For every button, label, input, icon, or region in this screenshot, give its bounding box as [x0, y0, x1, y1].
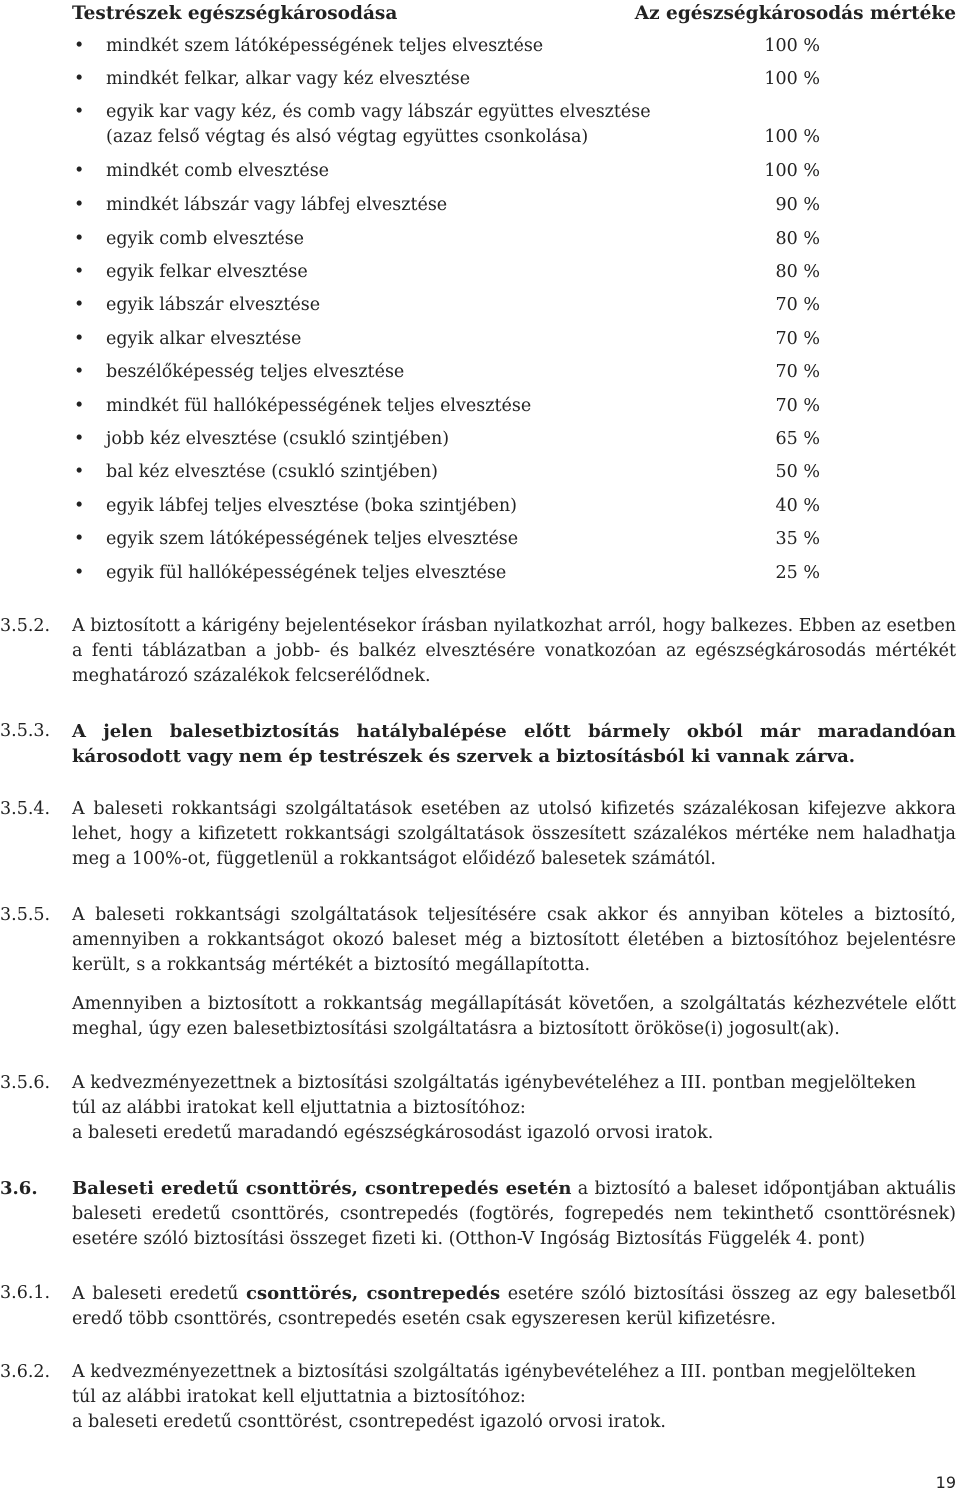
row-label: egyik kar vagy kéz, és comb vagy lábszár együttes elvesztése [106, 102, 651, 122]
section-number: 3.6.1. [0, 1283, 51, 1303]
page-number: 19 [935, 1473, 956, 1492]
bullet-icon: • [74, 195, 85, 215]
section-text: Amennyiben a biztosított a rokkantság megállapítását követően, a szolgáltatás kézhezvétele előtt meghal, úgy ezen balesetbiztosítási szolgáltatásra a biztosított örököse(i) jogosult(ak). [72, 994, 956, 1039]
section-line: túl az alábbi iratokat kell eljuttatnia a biztosítóhoz: [72, 1098, 526, 1118]
section-text-bold: A jelen balesetbiztosítás hatálybalépése előtt bármely okból már maradandóan károsodott vagy nem ép testrészek és szervek a biztosításból ki vannak zárva. [72, 721, 956, 767]
row-label: egyik lábszár elvesztése [106, 295, 321, 315]
row-label: mindkét fül hallóképességének teljes elvesztése [106, 396, 532, 416]
bullet-icon: • [74, 329, 85, 349]
section-line: A kedvezményezettnek a biztosítási szolgáltatás igénybevételéhez a III. pontban megjelölteken [72, 1073, 917, 1093]
bullet-icon: • [74, 229, 85, 249]
row-label: egyik lábfej teljes elvesztése (boka szintjében) [106, 496, 517, 516]
row-percentage: 80 % [775, 262, 820, 282]
bullet-icon: • [74, 563, 85, 583]
section-bold-term: csonttörés, csontrepedés [245, 1283, 501, 1304]
section-number: 3.5.6. [0, 1073, 51, 1093]
table-header-right: Az egészségkárosodás mértéke [634, 3, 956, 24]
row-label: egyik alkar elvesztése [106, 329, 302, 349]
row-label: mindkét comb elvesztése [106, 161, 330, 181]
bullet-icon: • [74, 69, 85, 89]
section-number: 3.5.3. [0, 721, 51, 741]
row-percentage: 100 % [764, 69, 820, 89]
bullet-icon: • [74, 529, 85, 549]
bullet-icon: • [74, 462, 85, 482]
row-percentage: 100 % [764, 127, 820, 147]
section-number: 3.5.4. [0, 799, 51, 819]
section-text: A baleseti rokkantsági szolgáltatások teljesítésére csak akkor és annyiban köteles a biztosító, amennyiben a rokkantságot okozó baleset még a biztosított életében a biztosítóhoz bejelentésre került, s a rokkantság mértékét a biztosító megállapította. [72, 905, 956, 975]
section-text [72, 1176, 956, 1252]
bullet-icon: • [74, 295, 85, 315]
table-header-left: Testrészek egészségkárosodása [72, 3, 398, 24]
row-label: egyik fül hallóképességének teljes elvesztése [106, 563, 507, 583]
section-text-rest: a biztosító a baleset időpontjában aktuális baleseti eredetű csonttörés, csontrepedés (fogtörés, fogrepedés nem tekinthető csonttörésnek) esetére szóló biztosítási összeget fizeti ki. (Otthon-V Ingóság Biztosítás Függelék 4. pont) [72, 1179, 956, 1249]
row-label: jobb kéz elvesztése (csukló szintjében) [106, 429, 450, 449]
row-label: egyik szem látóképességének teljes elvesztése [106, 529, 519, 549]
section-number: 3.6. [0, 1178, 38, 1199]
table-header [72, 0, 956, 28]
section-number: 3.5.2. [0, 616, 51, 636]
row-label: mindkét lábszár vagy lábfej elvesztése [106, 195, 448, 215]
row-label: bal kéz elvesztése (csukló szintjében) [106, 462, 438, 482]
row-label: mindkét felkar, alkar vagy kéz elvesztése [106, 69, 471, 89]
section-number: 3.5.5. [0, 905, 51, 925]
section-line: túl az alábbi iratokat kell eljuttatnia a biztosítóhoz: [72, 1387, 526, 1407]
row-percentage: 65 % [775, 429, 820, 449]
row-label: egyik comb elvesztése [106, 229, 305, 249]
row-percentage: 35 % [775, 529, 820, 549]
bullet-icon: • [74, 362, 85, 382]
section-line: a baleseti eredetű csonttörést, csontrepedést igazoló orvosi iratok. [72, 1412, 666, 1432]
row-percentage: 70 % [775, 362, 820, 382]
bullet-icon: • [74, 262, 85, 282]
row-label: mindkét szem látóképességének teljes elvesztése [106, 36, 544, 56]
bullet-icon: • [74, 102, 85, 122]
row-percentage: 70 % [775, 295, 820, 315]
section-number: 3.6.2. [0, 1362, 51, 1382]
row-label: egyik felkar elvesztése [106, 262, 308, 282]
section-text: A baleseti rokkantsági szolgáltatások esetében az utolsó kifizetés százalékosan kifejezve akkora lehet, hogy a kifizetett rokkantsági szolgáltatások összesített százalékos mértéke nem haladhatja meg a 100%-ot, függetlenül a rokkantságot előidéző balesetek számától. [72, 799, 956, 869]
section-bold-lead: Baleseti eredetű csonttörés, csontrepedés esetén [72, 1178, 572, 1199]
bullet-icon: • [74, 161, 85, 181]
section-text: A biztosított a kárigény bejelentésekor írásban nyilatkozhat arról, hogy balkezes. Ebben az esetben a fenti táblázatban a jobb- és balkéz elvesztésére vonatkozóan az egészségkárosodás mértékét meghatározó százalékok felcserélődnek. [72, 616, 956, 686]
row-percentage: 70 % [775, 396, 820, 416]
row-label-continuation: (azaz felső végtag és alsó végtag együttes csonkolása) [106, 127, 589, 147]
bullet-icon: • [74, 496, 85, 516]
row-percentage: 80 % [775, 229, 820, 249]
row-percentage: 25 % [775, 563, 820, 583]
section-line: A kedvezményezettnek a biztosítási szolgáltatás igénybevételéhez a III. pontban megjelölteken [72, 1362, 917, 1382]
bullet-icon: • [74, 36, 85, 56]
section-line: a baleseti eredetű maradandó egészségkárosodást igazoló orvosi iratok. [72, 1123, 714, 1143]
bullet-icon: • [74, 396, 85, 416]
row-percentage: 70 % [775, 329, 820, 349]
row-percentage: 40 % [775, 496, 820, 516]
row-label: beszélőképesség teljes elvesztése [106, 362, 405, 382]
section-text [72, 1281, 956, 1332]
row-percentage: 100 % [764, 161, 820, 181]
section-text-pre: A baleseti eredetű [72, 1284, 246, 1304]
row-percentage: 100 % [764, 36, 820, 56]
row-percentage: 50 % [775, 462, 820, 482]
row-percentage: 90 % [775, 195, 820, 215]
section-text-post: esetére szóló biztosítási összeg az egy balesetből eredő több csonttörés, csontrepedés esetén csak egyszeresen kerül kifizetésre. [72, 1284, 956, 1329]
bullet-icon: • [74, 429, 85, 449]
